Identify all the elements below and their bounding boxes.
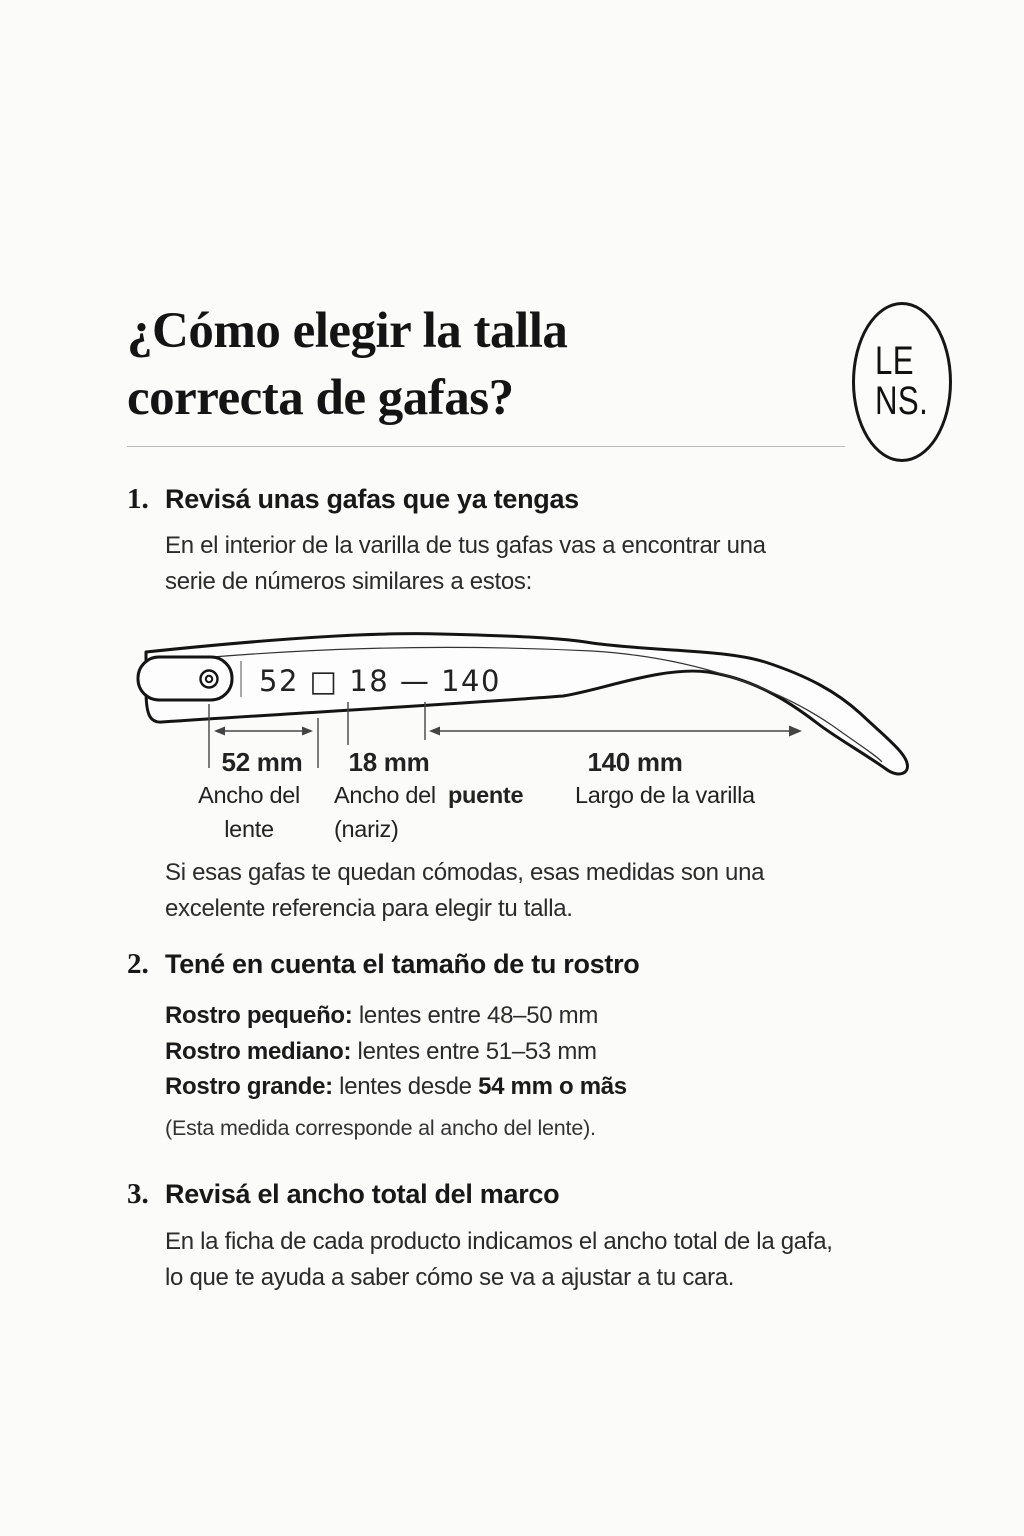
face-size-text: lentes desde xyxy=(332,1073,479,1100)
arrowhead-left-icon xyxy=(214,727,225,736)
face-size-item-medium xyxy=(165,1034,627,1070)
section-3-heading xyxy=(127,1178,559,1211)
glasses-temple-diagram xyxy=(130,618,910,858)
section-1-body-line2: serie de números similares a estos: xyxy=(165,568,532,595)
section-3-body-line2: lo que te ayuda a saber cómo se va a ajustar a tu cara. xyxy=(165,1264,735,1291)
title-divider xyxy=(127,446,845,447)
bridge-width-label-line2: (nariz) xyxy=(334,816,399,842)
page-title xyxy=(127,298,567,432)
section-2-heading xyxy=(127,948,640,981)
face-size-item-small xyxy=(165,998,627,1034)
lens-width-value: 52 mm xyxy=(221,747,303,777)
face-size-label: Rostro pequeño: xyxy=(165,1002,353,1029)
temple-length-label: Largo de la varilla xyxy=(575,782,755,808)
section-1-number: 1. xyxy=(127,483,149,515)
lens-width-note: (Esta medida corresponde al ancho del lente). xyxy=(165,1116,596,1140)
after-diagram-paragraph xyxy=(165,855,764,927)
lens-width-label-line1: Ancho del xyxy=(198,782,300,808)
temple-length-value: 140 mm xyxy=(587,747,683,777)
temple-engraving: 52 □ 18 — 140 xyxy=(259,664,501,698)
brand-logo-line2: NS. xyxy=(875,379,929,423)
arrowhead-left-icon xyxy=(429,727,440,736)
page-title-line1: ¿Cómo elegir la talla xyxy=(127,303,568,359)
after-diagram-line1: Si esas gafas te quedan cómodas, esas medidas son una xyxy=(165,859,765,886)
face-size-text: lentes entre 48–50 mm xyxy=(352,1002,599,1029)
face-size-label: Rostro mediano: xyxy=(165,1037,352,1065)
page-title-line2: correcta de gafas? xyxy=(127,370,514,426)
after-diagram-line2: excelente referencia para elegir tu talla. xyxy=(165,895,573,922)
bridge-width-label-prefix: Ancho del xyxy=(334,782,436,808)
arrowhead-right-icon xyxy=(302,727,313,736)
section-1-heading xyxy=(127,483,579,516)
section-2-number: 2. xyxy=(127,948,149,980)
arrowhead-right-icon xyxy=(789,726,802,737)
section-3-number: 3. xyxy=(127,1178,149,1210)
face-size-text: lentes entre 51–53 mm xyxy=(351,1037,597,1065)
face-size-item-large xyxy=(165,1069,627,1105)
section-3-heading-text: Revisá el ancho total del marco xyxy=(165,1179,560,1209)
section-3-body xyxy=(165,1224,833,1296)
bridge-width-label-bold: puente xyxy=(448,782,524,808)
brand-logo-line1: LE xyxy=(875,339,914,383)
section-3-body-line1: En la ficha de cada producto indicamos el ancho total de la gafa, xyxy=(165,1228,833,1255)
brand-logo xyxy=(852,302,952,462)
brand-logo-text xyxy=(875,341,928,421)
lens-width-label-line2: lente xyxy=(224,816,274,842)
section-1-body xyxy=(165,528,766,600)
section-2-heading-text: Tené en cuenta el tamaño de tu rostro xyxy=(165,949,640,979)
section-1-heading-text: Revisá unas gafas que ya tengas xyxy=(165,484,579,514)
face-size-list xyxy=(165,998,627,1105)
face-size-label: Rostro grande: xyxy=(165,1073,333,1100)
face-size-bold-value: 54 mm o mãs xyxy=(478,1073,627,1100)
section-1-body-line1: En el interior de la varilla de tus gafas vas a encontrar una xyxy=(165,532,766,559)
bridge-width-value: 18 mm xyxy=(348,747,430,777)
